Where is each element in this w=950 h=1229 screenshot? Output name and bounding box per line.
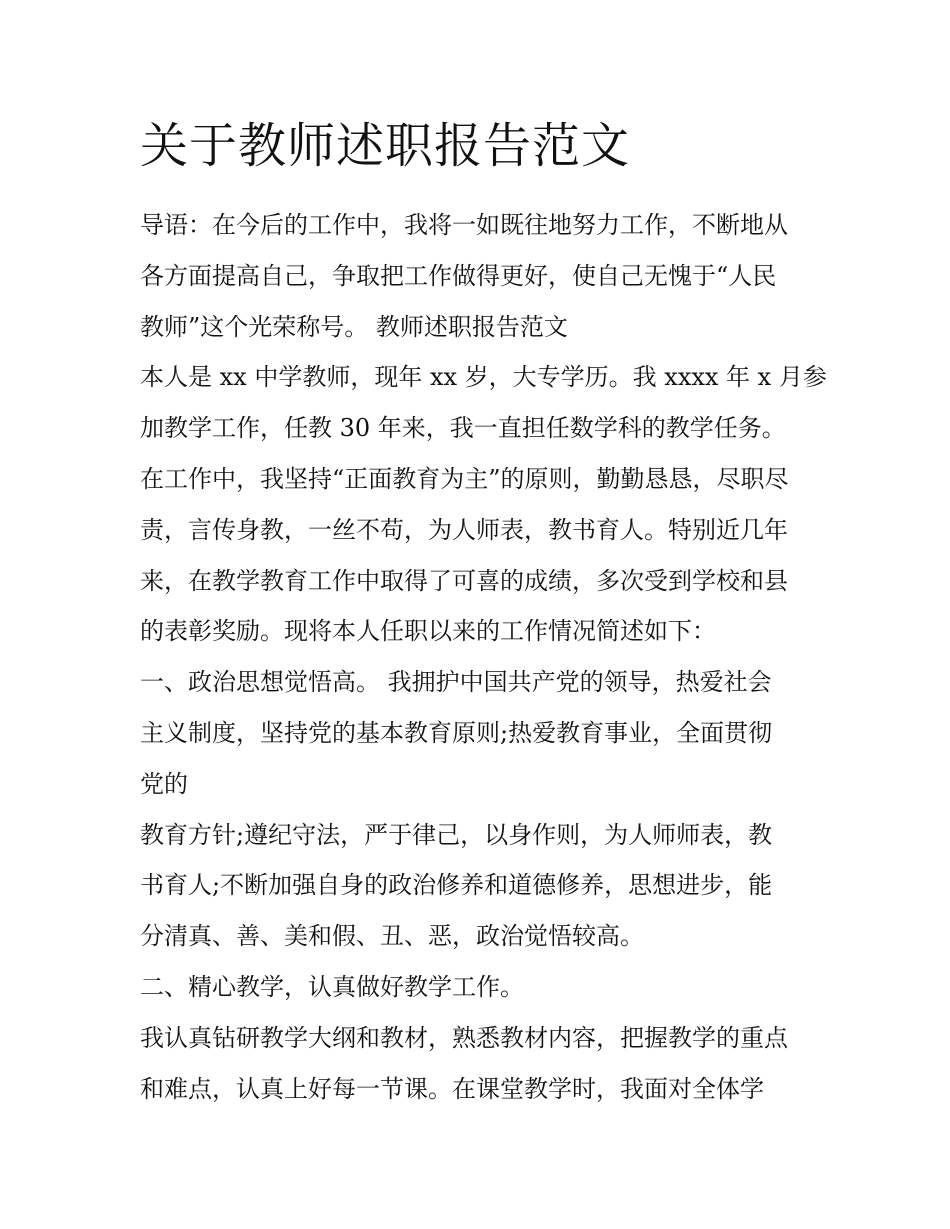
- text-line: 和难点，认真上好每一节课。在课堂教学时，我面对全体学: [140, 1074, 764, 1103]
- document-body: [140, 200, 840, 1114]
- text-line: 二、精心教学，认真做好教学工作。: [140, 972, 524, 1001]
- text-line: 教育方针;遵纪守法，严于律己，以身作则，为人师师表，教: [140, 820, 773, 849]
- document-title: 关于教师述职报告范文: [140, 118, 631, 174]
- text-line: 教师”这个光荣称号。 教师述职报告范文: [140, 312, 568, 341]
- text-line: 导语：在今后的工作中，我将一如既往地努力工作，不断地从: [140, 211, 788, 239]
- text-line: 党的: [140, 769, 188, 798]
- text-line: 分清真、善、美和假、丑、恶，政治觉悟较高。: [140, 922, 644, 951]
- text-line: 书育人;不断加强自身的政治修养和道德修养，思想进步，能: [140, 871, 773, 900]
- text-line: 的表彰奖励。现将本人任职以来的工作情况简述如下：: [140, 617, 716, 646]
- text-line: 加教学工作，任教 30 年来，我一直担任数学科的教学任务。: [140, 414, 786, 443]
- text-line: 主义制度，坚持党的基本教育原则;热爱教育事业，全面贯彻: [140, 718, 773, 747]
- text-line: 一、政治思想觉悟高。 我拥护中国共产党的领导，热爱社会: [140, 668, 772, 697]
- text-line: 本人是 xx 中学教师，现年 xx 岁，大专学历。我 xxxx 年 x 月参: [140, 363, 827, 392]
- text-line: 在工作中，我坚持“正面教育为主”的原则，勤勤恳恳，尽职尽: [140, 464, 789, 493]
- text-line: 各方面提高自己，争取把工作做得更好，使自己无愧于“人民: [140, 261, 777, 290]
- text-line: 我认真钻研教学大纲和教材，熟悉教材内容，把握教学的重点: [140, 1023, 788, 1052]
- text-line: 责，言传身教，一丝不苟，为人师表，教书育人。特别近几年: [140, 515, 788, 544]
- text-line: 来，在教学教育工作中取得了可喜的成绩，多次受到学校和县: [140, 566, 788, 595]
